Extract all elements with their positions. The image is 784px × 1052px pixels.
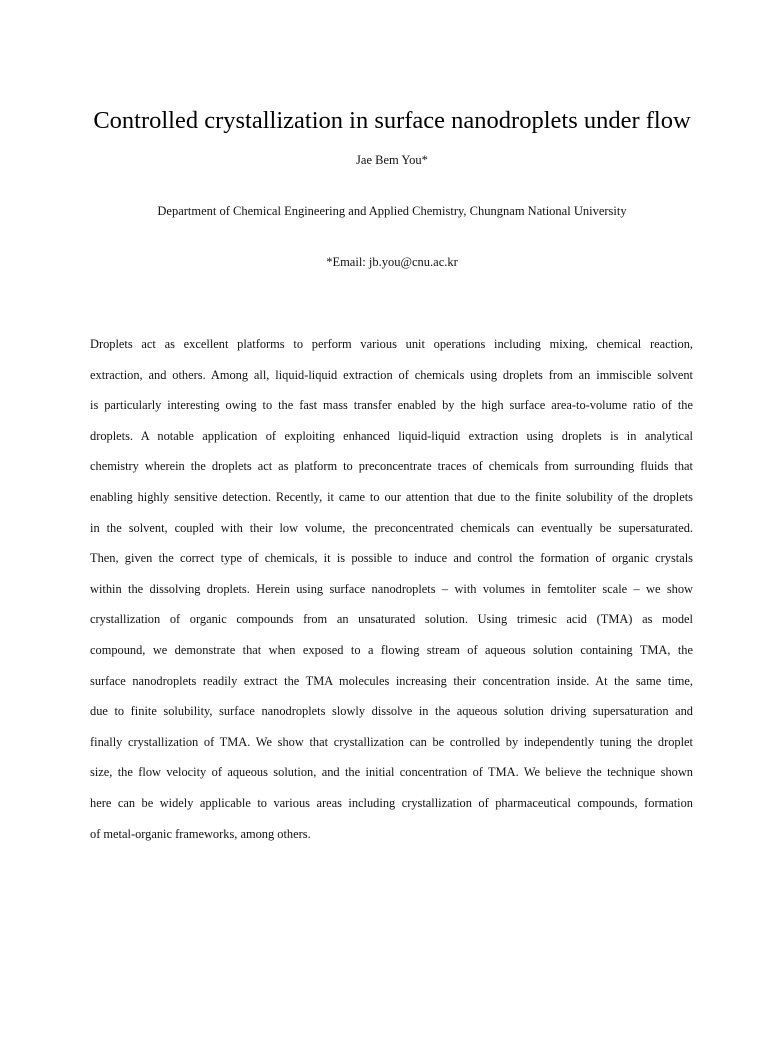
abstract-line: Then, given the correct type of chemicals, it is possible to induce and control the formation of organic crystals	[90, 551, 693, 566]
abstract-line: compound, we demonstrate that when exposed to a flowing stream of aqueous solution containing TMA, the	[90, 642, 693, 657]
abstract-line: in the solvent, coupled with their low volume, the preconcentrated chemicals can eventually be supersaturated.	[90, 520, 693, 535]
abstract-line: extraction, and others. Among all, liquid-liquid extraction of chemicals using droplets from an immiscible solvent	[90, 367, 693, 382]
abstract-line: here can be widely applicable to various areas including crystallization of pharmaceutical compounds, formation	[90, 795, 693, 810]
abstract-line: crystallization of organic compounds from an unsaturated solution. Using trimesic acid (TMA) as model	[90, 612, 693, 627]
abstract-line: surface nanodroplets readily extract the TMA molecules increasing their concentration inside. At the same time,	[90, 673, 693, 688]
paper-title: Controlled crystallization in surface nanodroplets under flow	[93, 107, 691, 134]
author-name: Jae Bem You*	[356, 153, 428, 167]
abstract-line: chemistry wherein the droplets act as platform to preconcentrate traces of chemicals from surrounding fluids that	[90, 459, 693, 474]
abstract-line: enabling highly sensitive detection. Recently, it came to our attention that due to the finite solubility of the droplets	[90, 489, 693, 504]
abstract-line: droplets. A notable application of exploiting enhanced liquid-liquid extraction using droplets is in analytical	[90, 428, 693, 443]
abstract-line: of metal-organic frameworks, among others.	[90, 826, 311, 841]
abstract-line: Droplets act as excellent platforms to perform various unit operations including mixing, chemical reaction,	[90, 337, 693, 351]
abstract-line: size, the flow velocity of aqueous solution, and the initial concentration of TMA. We believe the technique shown	[90, 765, 693, 780]
abstract-line: finally crystallization of TMA. We show that crystallization can be controlled by independently tuning the droplet	[90, 734, 693, 749]
abstract-line: within the dissolving droplets. Herein using surface nanodroplets – with volumes in femtoliter scale – we show	[90, 581, 693, 596]
abstract-line: due to finite solubility, surface nanodroplets slowly dissolve in the aqueous solution driving supersaturation and	[90, 704, 693, 719]
abstract-body	[90, 329, 693, 849]
abstract-line: is particularly interesting owing to the fast mass transfer enabled by the high surface area-to-volume ratio of the	[90, 398, 693, 413]
author-affiliation: Department of Chemical Engineering and Applied Chemistry, Chungnam National University	[157, 204, 627, 218]
contact-email: *Email: jb.you@cnu.ac.kr	[326, 255, 458, 269]
